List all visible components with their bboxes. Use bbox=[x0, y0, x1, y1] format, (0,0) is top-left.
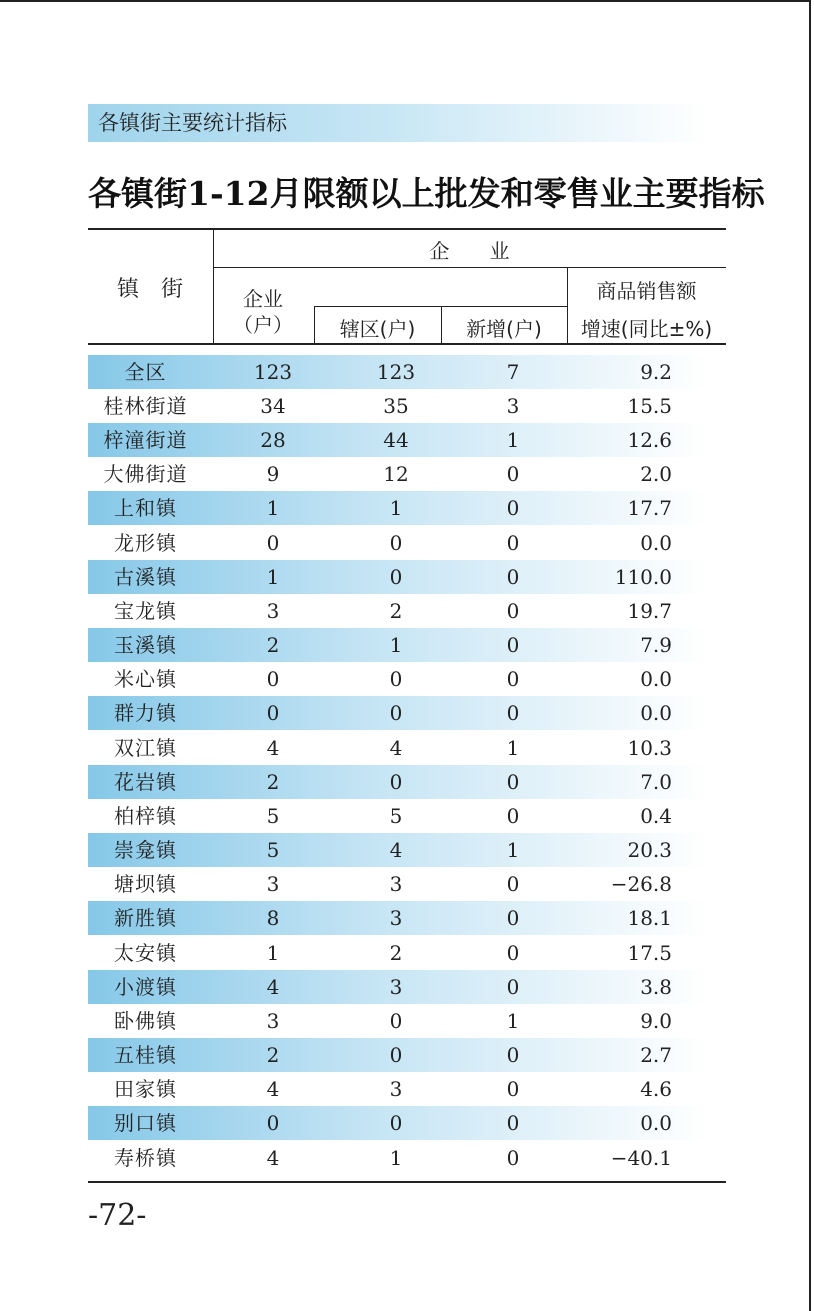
new-count: 0 bbox=[506, 1146, 520, 1170]
table-row bbox=[88, 867, 726, 901]
header-enterprise-group: 企 业 bbox=[429, 239, 510, 263]
town-name: 新胜镇 bbox=[114, 906, 177, 930]
town-name: 宝龙镇 bbox=[114, 599, 177, 623]
table-row bbox=[88, 731, 726, 765]
town-name: 田家镇 bbox=[114, 1077, 177, 1101]
table-row bbox=[88, 594, 726, 628]
header-sales: 商品销售额 bbox=[596, 279, 697, 303]
sales-growth: 12.6 bbox=[627, 428, 672, 452]
sales-growth: 0.0 bbox=[640, 531, 672, 555]
jurisdiction-count: 35 bbox=[383, 394, 409, 418]
sales-growth: 20.3 bbox=[627, 838, 672, 862]
table-row bbox=[88, 901, 726, 935]
new-count: 0 bbox=[506, 667, 520, 691]
town-name: 花岩镇 bbox=[114, 770, 177, 794]
new-count: 0 bbox=[506, 462, 520, 486]
town-name: 玉溪镇 bbox=[114, 633, 177, 657]
table-bottom-rule bbox=[88, 1181, 726, 1183]
town-name: 龙形镇 bbox=[114, 531, 177, 555]
jurisdiction-count: 2 bbox=[389, 941, 403, 965]
table-row bbox=[88, 765, 726, 799]
table-row bbox=[88, 457, 726, 491]
sales-growth: 7.9 bbox=[640, 633, 672, 657]
enterprise-count: 34 bbox=[260, 394, 286, 418]
enterprise-count: 2 bbox=[266, 770, 280, 794]
town-name: 上和镇 bbox=[114, 496, 177, 520]
jurisdiction-count: 0 bbox=[389, 565, 403, 589]
town-name: 塘坝镇 bbox=[114, 872, 177, 896]
jurisdiction-count: 0 bbox=[389, 1009, 403, 1033]
new-count: 0 bbox=[506, 975, 520, 999]
table-row bbox=[88, 355, 726, 389]
sales-growth: 0.4 bbox=[640, 804, 672, 828]
enterprise-count: 0 bbox=[266, 701, 280, 725]
sales-growth: 15.5 bbox=[627, 394, 672, 418]
table-row bbox=[88, 423, 726, 457]
town-name: 古溪镇 bbox=[114, 565, 177, 589]
sales-growth: 0.0 bbox=[640, 1111, 672, 1135]
new-count: 0 bbox=[506, 565, 520, 589]
town-name: 梓潼街道 bbox=[103, 428, 188, 452]
table-row bbox=[88, 1038, 726, 1072]
enterprise-count: 5 bbox=[266, 804, 280, 828]
table-row bbox=[88, 1141, 726, 1175]
table-row bbox=[88, 696, 726, 730]
enterprise-count: 9 bbox=[266, 462, 280, 486]
jurisdiction-count: 3 bbox=[389, 1077, 403, 1101]
new-count: 0 bbox=[506, 1077, 520, 1101]
enterprise-count: 0 bbox=[266, 667, 280, 691]
enterprise-count: 4 bbox=[266, 975, 280, 999]
sales-growth: −26.8 bbox=[610, 872, 672, 896]
new-count: 0 bbox=[506, 804, 520, 828]
sales-growth: 9.2 bbox=[640, 360, 672, 384]
header-new-added: 新增(户) bbox=[466, 317, 542, 341]
sales-growth: 17.7 bbox=[627, 496, 672, 520]
sales-growth: 9.0 bbox=[640, 1009, 672, 1033]
new-count: 0 bbox=[506, 599, 520, 623]
jurisdiction-count: 3 bbox=[389, 872, 403, 896]
enterprise-count: 2 bbox=[266, 1043, 280, 1067]
town-name: 崇龛镇 bbox=[114, 838, 177, 862]
enterprise-count: 4 bbox=[266, 1077, 280, 1101]
sales-growth: 19.7 bbox=[627, 599, 672, 623]
sales-growth: 110.0 bbox=[614, 565, 672, 589]
header-jurisdiction: 辖区(户) bbox=[339, 317, 416, 341]
sales-growth: −40.1 bbox=[610, 1146, 672, 1170]
new-count: 0 bbox=[506, 633, 520, 657]
table-row bbox=[88, 389, 726, 423]
town-name: 双江镇 bbox=[114, 736, 177, 760]
jurisdiction-count: 0 bbox=[389, 667, 403, 691]
enterprise-count: 0 bbox=[266, 1111, 280, 1135]
new-count: 0 bbox=[506, 941, 520, 965]
new-count: 0 bbox=[506, 872, 520, 896]
sales-growth: 0.0 bbox=[640, 667, 672, 691]
town-name: 寿桥镇 bbox=[114, 1146, 177, 1170]
town-name: 小渡镇 bbox=[114, 975, 177, 999]
table-row bbox=[88, 526, 726, 560]
jurisdiction-count: 5 bbox=[389, 804, 403, 828]
new-count: 1 bbox=[506, 838, 520, 862]
sales-growth: 7.0 bbox=[640, 770, 672, 794]
table-row bbox=[88, 560, 726, 594]
table-row bbox=[88, 1072, 726, 1106]
jurisdiction-count: 0 bbox=[389, 770, 403, 794]
enterprise-count: 5 bbox=[266, 838, 280, 862]
town-name: 柏梓镇 bbox=[114, 804, 177, 828]
town-name: 五桂镇 bbox=[114, 1043, 177, 1067]
jurisdiction-count: 2 bbox=[389, 599, 403, 623]
jurisdiction-count: 1 bbox=[389, 1146, 403, 1170]
table-row bbox=[88, 662, 726, 696]
town-name: 群力镇 bbox=[114, 701, 177, 725]
new-count: 0 bbox=[506, 531, 520, 555]
enterprise-count: 3 bbox=[266, 599, 280, 623]
jurisdiction-count: 4 bbox=[389, 838, 403, 862]
table-row bbox=[88, 970, 726, 1004]
table-row bbox=[88, 1004, 726, 1038]
enterprise-count: 1 bbox=[266, 496, 280, 520]
enterprise-count: 3 bbox=[266, 872, 280, 896]
new-count: 3 bbox=[506, 394, 520, 418]
section-banner: 各镇街主要统计指标 bbox=[88, 104, 708, 142]
table-top-rule bbox=[88, 228, 726, 230]
town-name: 太安镇 bbox=[114, 941, 177, 965]
sales-growth: 2.7 bbox=[640, 1043, 672, 1067]
sales-growth: 10.3 bbox=[627, 736, 672, 760]
sales-growth: 3.8 bbox=[640, 975, 672, 999]
new-count: 0 bbox=[506, 770, 520, 794]
new-count: 1 bbox=[506, 428, 520, 452]
header-sales-growth: 增速(同比±%) bbox=[580, 317, 713, 341]
jurisdiction-count: 0 bbox=[389, 1043, 403, 1067]
jurisdiction-count: 4 bbox=[389, 736, 403, 760]
new-count: 0 bbox=[506, 496, 520, 520]
sales-growth: 0.0 bbox=[640, 701, 672, 725]
table-row bbox=[88, 936, 726, 970]
enterprise-count: 28 bbox=[260, 428, 286, 452]
table-row bbox=[88, 628, 726, 662]
new-count: 0 bbox=[506, 1043, 520, 1067]
table-row bbox=[88, 833, 726, 867]
town-name: 全区 bbox=[124, 360, 167, 384]
sales-growth: 2.0 bbox=[640, 462, 672, 486]
new-count: 0 bbox=[506, 906, 520, 930]
jurisdiction-count: 1 bbox=[389, 496, 403, 520]
sales-growth: 18.1 bbox=[627, 906, 672, 930]
enterprise-count: 3 bbox=[266, 1009, 280, 1033]
header-town: 镇 街 bbox=[116, 277, 183, 302]
header-bottom-rule bbox=[88, 343, 726, 345]
town-name: 米心镇 bbox=[114, 667, 177, 691]
header-enterprise-unit: （户） bbox=[233, 313, 293, 337]
enterprise-count: 1 bbox=[266, 565, 280, 589]
enterprise-count: 4 bbox=[266, 1146, 280, 1170]
town-name: 桂林街道 bbox=[103, 394, 188, 418]
new-count: 0 bbox=[506, 1111, 520, 1135]
jurisdiction-count: 123 bbox=[376, 360, 416, 384]
new-count: 0 bbox=[506, 701, 520, 725]
header-group-rule bbox=[213, 267, 726, 268]
enterprise-count: 2 bbox=[266, 633, 280, 657]
jurisdiction-count: 0 bbox=[389, 531, 403, 555]
jurisdiction-count: 44 bbox=[383, 428, 409, 452]
header-enterprise-count: 企业 bbox=[243, 287, 283, 311]
town-name: 别口镇 bbox=[114, 1111, 177, 1135]
jurisdiction-count: 1 bbox=[389, 633, 403, 657]
new-count: 7 bbox=[506, 360, 520, 384]
town-name: 大佛街道 bbox=[103, 462, 188, 486]
jurisdiction-count: 3 bbox=[389, 975, 403, 999]
jurisdiction-count: 0 bbox=[389, 1111, 403, 1135]
table-row bbox=[88, 491, 726, 525]
enterprise-count: 1 bbox=[266, 941, 280, 965]
new-count: 1 bbox=[506, 1009, 520, 1033]
jurisdiction-count: 0 bbox=[389, 701, 403, 725]
table-row bbox=[88, 1106, 726, 1140]
sales-growth: 4.6 bbox=[640, 1077, 672, 1101]
page-number: -72- bbox=[88, 1198, 147, 1233]
jurisdiction-count: 12 bbox=[383, 462, 409, 486]
enterprise-count: 123 bbox=[253, 360, 293, 384]
jurisdiction-count: 3 bbox=[389, 906, 403, 930]
town-name: 卧佛镇 bbox=[114, 1009, 177, 1033]
table-row bbox=[88, 799, 726, 833]
table-title: 各镇街1-12月限额以上批发和零售业主要指标 bbox=[88, 174, 765, 213]
sales-growth: 17.5 bbox=[627, 941, 672, 965]
new-count: 1 bbox=[506, 736, 520, 760]
enterprise-count: 0 bbox=[266, 531, 280, 555]
enterprise-count: 4 bbox=[266, 736, 280, 760]
enterprise-count: 8 bbox=[266, 906, 280, 930]
